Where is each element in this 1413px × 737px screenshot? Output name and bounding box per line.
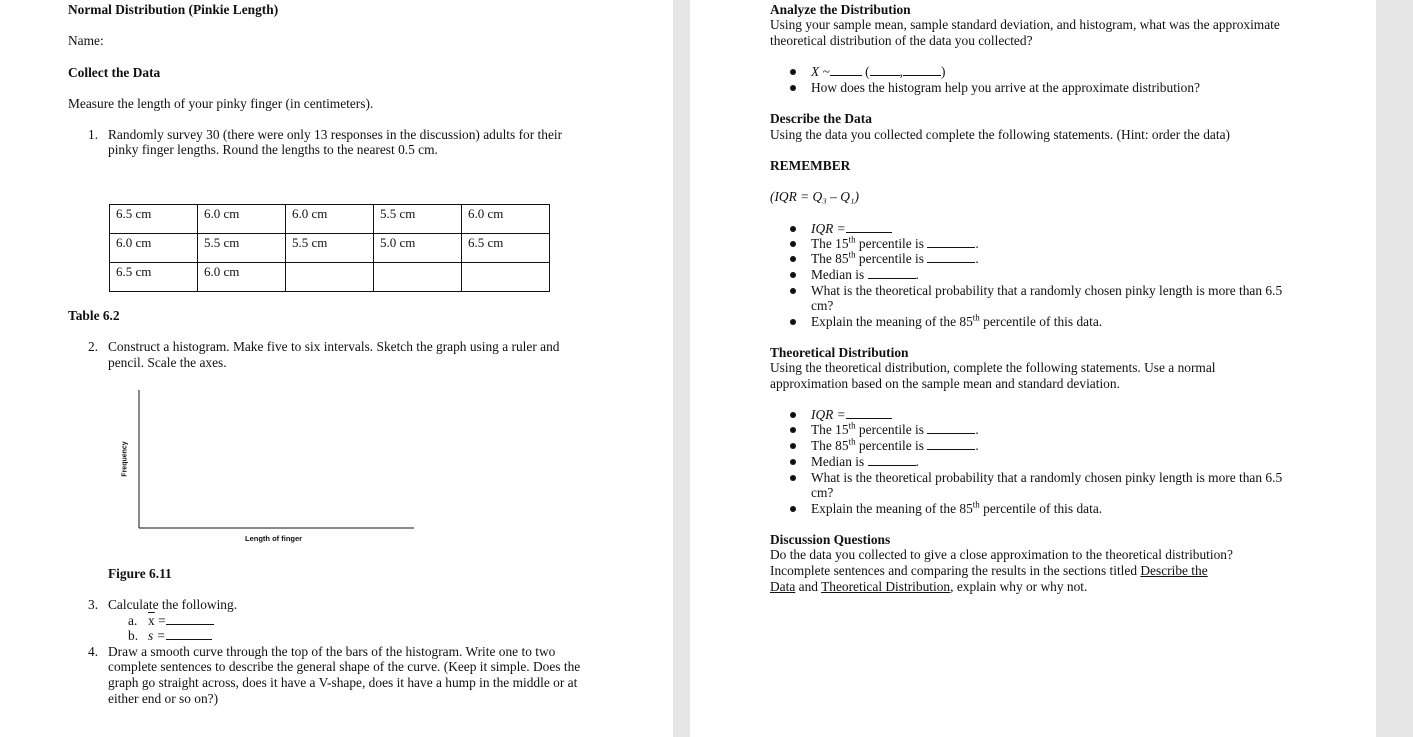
theoretical-explain: Explain the meaning of the 85th percentile of this data.: [811, 499, 1103, 516]
data-table: [109, 204, 550, 292]
bullet-icon: [790, 427, 796, 433]
analyze-line2: theoretical distribution of the data you collected?: [770, 33, 1033, 48]
item1-line2: pinky finger lengths. Round the lengths to the nearest 0.5 cm.: [108, 142, 438, 157]
bullet-icon: [790, 272, 796, 278]
table-cell: 6.5 cm: [110, 263, 198, 292]
measure-text: Measure the length of your pinky finger (in centimeters).: [68, 96, 374, 111]
answer-blank: [927, 251, 975, 263]
discussion-heading: Discussion Questions: [770, 532, 891, 547]
discussion-line2: [770, 563, 1208, 579]
collect-heading: Collect the Data: [68, 65, 161, 80]
table-cell: 5.5 cm: [286, 234, 374, 263]
histogram-question: How does the histogram help you arrive at the approximate distribution?: [811, 80, 1200, 95]
table-cell: 6.0 cm: [110, 234, 198, 263]
median-label: Median is: [811, 454, 865, 469]
item4-line3: graph go straight across, does it have a V-shape, does it have a hump in the middle or at: [108, 675, 578, 690]
answer-blank: [846, 407, 892, 419]
table-row: [110, 263, 550, 292]
table-cell: [374, 263, 462, 292]
distribution-notation: [811, 64, 945, 80]
equals-sign: =: [158, 613, 166, 628]
table-cell: 6.0 cm: [198, 205, 286, 234]
item3a-label: a.: [128, 613, 138, 628]
discussion-line3: [770, 579, 1087, 595]
table-cell: 6.0 cm: [462, 205, 550, 234]
mean-blank: [870, 64, 900, 76]
theoretical-median: Median is .: [811, 454, 919, 469]
discussion-line1: Do the data you collected to give a close approximation to the theoretical distribution?: [770, 547, 1233, 562]
item2-number: 2.: [88, 339, 99, 354]
s-symbol: s =: [148, 628, 166, 643]
iqr-label: IQR =: [811, 407, 846, 422]
median-label: Median is: [811, 267, 865, 282]
theoretical-distribution-reference: Theoretical Distribution: [821, 579, 951, 594]
open-paren: (: [865, 64, 870, 79]
theoretical-prob-line2: cm?: [811, 485, 834, 500]
theoretical-line1: Using the theoretical distribution, complete the following statements. Use a normal: [770, 360, 1216, 375]
answer-blank: [868, 267, 916, 279]
item4-line1: Draw a smooth curve through the top of the bars of the histogram. Write one to two: [108, 644, 556, 659]
bullet-icon: [790, 241, 796, 247]
table-cell: [286, 263, 374, 292]
theoretical-line2: approximation based on the sample mean and standard deviation.: [770, 376, 1120, 391]
describe-prob-line2: cm?: [811, 298, 834, 313]
scrollbar-track[interactable]: [1377, 0, 1413, 737]
answer-blank: [166, 628, 212, 640]
describe-p85: The 85th percentile is .: [811, 249, 979, 266]
figure-caption: Figure 6.11: [108, 566, 172, 581]
iqr-label: IQR =: [811, 221, 846, 236]
describe-text: Using the data you collected complete the following statements. (Hint: order the data): [770, 127, 1230, 142]
blank-histogram-axes: [120, 388, 420, 548]
describe-data-reference: Describe the: [1140, 563, 1208, 578]
bullet-icon: [790, 506, 796, 512]
answer-blank: [868, 454, 916, 466]
answer-blank: [927, 422, 975, 434]
describe-explain: Explain the meaning of the 85th percentile of this data.: [811, 312, 1103, 329]
answer-blank: [927, 438, 975, 450]
describe-p15: The 15th percentile is .: [811, 234, 979, 251]
bullet-icon: [790, 288, 796, 294]
close-paren: ): [940, 64, 946, 79]
answer-blank: [846, 221, 892, 233]
bullet-icon: [790, 319, 796, 325]
bullet-icon: [790, 256, 796, 262]
graph-x-label: Length of finger: [245, 534, 303, 543]
answer-blank: [166, 613, 214, 625]
item3-text: Calculate the following.: [108, 597, 238, 612]
remember-label: REMEMBER: [770, 158, 851, 173]
table-cell: 5.5 cm: [198, 234, 286, 263]
bullet-icon: [790, 475, 796, 481]
describe-prob-line1: What is the theoretical probability that a randomly chosen pinky length is more than 6.5: [811, 283, 1283, 298]
iqr-formula: (IQR = Q₃ – Q₁): [770, 189, 860, 204]
item2-line1: Construct a histogram. Make five to six intervals. Sketch the graph using a ruler and: [108, 339, 560, 354]
table-cell: 6.5 cm: [110, 205, 198, 234]
table-caption: Table 6.2: [68, 308, 120, 323]
table-row: [110, 205, 550, 234]
analyze-line1: Using your sample mean, sample standard deviation, and histogram, what was the approximate: [770, 17, 1280, 32]
bullet-icon: [790, 226, 796, 232]
bullet-icon: [790, 459, 796, 465]
discussion-end: , explain why or why not.: [950, 579, 1088, 594]
theoretical-p85: The 85th percentile is .: [811, 436, 979, 453]
table-cell: 6.0 cm: [198, 263, 286, 292]
describe-heading: Describe the Data: [770, 111, 872, 126]
item2-line2: pencil. Scale the axes.: [108, 355, 227, 370]
dist-blank: [830, 64, 862, 76]
theoretical-p15: The 15th percentile is .: [811, 420, 979, 437]
item3b-s: [148, 628, 212, 644]
xbar-symbol: $\overline{x}$: [148, 613, 155, 628]
table-cell: 5.0 cm: [374, 234, 462, 263]
sd-blank: [903, 64, 941, 76]
item4-line4: either end or so on?): [108, 691, 219, 706]
table-cell: 6.0 cm: [286, 205, 374, 234]
name-label: Name:: [68, 33, 104, 48]
item1-line1: Randomly survey 30 (there were only 13 responses in the discussion) adults for their: [108, 127, 563, 142]
describe-median: Median is .: [811, 267, 919, 282]
table-cell: 6.5 cm: [462, 234, 550, 263]
table-cell: 5.5 cm: [374, 205, 462, 234]
bullet-icon: [790, 443, 796, 449]
document-title: Normal Distribution (Pinkie Length): [68, 2, 279, 17]
answer-blank: [927, 236, 975, 248]
x-tilde: X ~: [811, 64, 830, 79]
bullet-icon: [790, 85, 796, 91]
table-cell: [462, 263, 550, 292]
item3a-xbar: [148, 613, 214, 629]
item4-number: 4.: [88, 644, 99, 659]
item3-number: 3.: [88, 597, 99, 612]
comma: ,: [899, 64, 903, 79]
theoretical-prob-line1: What is the theoretical probability that a randomly chosen pinky length is more than 6.5: [811, 470, 1283, 485]
item3b-label: b.: [128, 628, 139, 643]
item1-number: 1.: [88, 127, 99, 142]
bullet-icon: [790, 412, 796, 418]
item4-line2: complete sentences to describe the general shape of the curve. (Keep it simple. Does the: [108, 659, 581, 674]
theoretical-heading: Theoretical Distribution: [770, 345, 909, 360]
discussion-text: Incomplete sentences and comparing the results in the sections titled: [770, 563, 1141, 578]
table-row: [110, 234, 550, 263]
describe-data-reference-cont: Data: [770, 579, 796, 594]
discussion-and: and: [795, 579, 822, 594]
analyze-heading: Analyze the Distribution: [770, 2, 911, 17]
graph-y-label: Frequency: [121, 441, 129, 477]
bullet-icon: [790, 69, 796, 75]
